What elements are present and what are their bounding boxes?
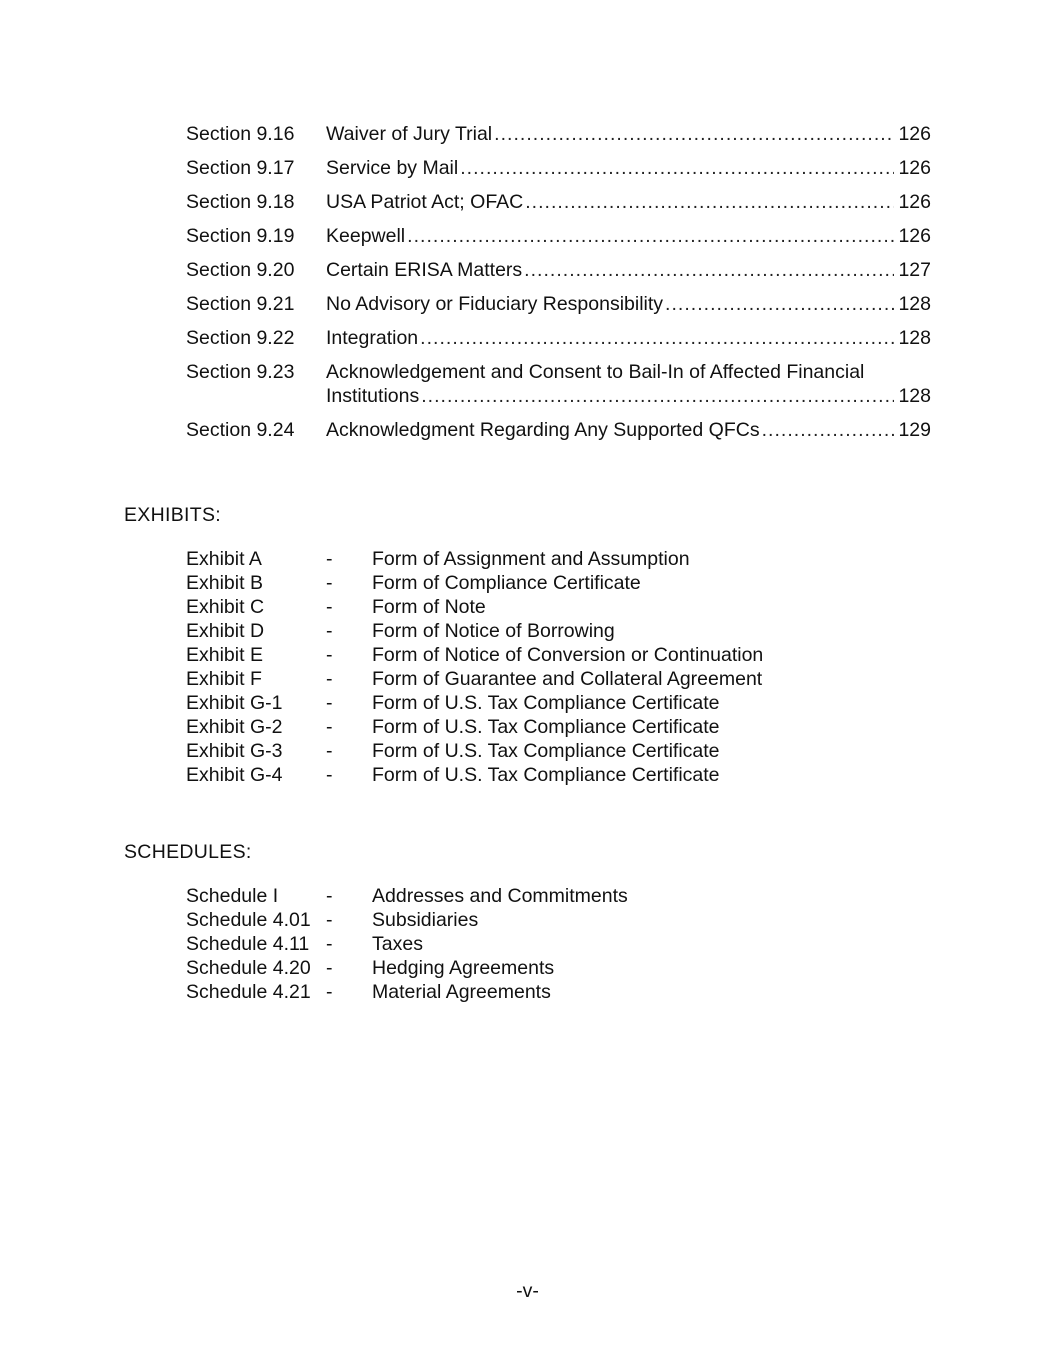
exhibit-description: Form of U.S. Tax Compliance Certificate (372, 692, 720, 714)
dash-separator: - (326, 933, 333, 955)
exhibit-description: Form of U.S. Tax Compliance Certificate (372, 716, 720, 738)
list-item[interactable] (186, 932, 886, 956)
exhibit-label: Exhibit G-2 (186, 716, 283, 738)
toc-page-number[interactable]: 128 (898, 385, 931, 407)
dash-separator: - (326, 740, 333, 762)
dash-separator: - (326, 548, 333, 570)
toc-section-title[interactable]: Keepwell (326, 225, 406, 247)
dash-separator: - (326, 885, 333, 907)
exhibit-description: Form of Assignment and Assumption (372, 548, 690, 570)
dash-separator: - (326, 764, 333, 786)
exhibit-label: Exhibit F (186, 668, 262, 690)
toc-section-list (186, 122, 931, 452)
toc-entry[interactable] (186, 418, 931, 442)
toc-section-number: Section 9.17 (186, 157, 295, 179)
toc-page-number[interactable]: 127 (898, 259, 931, 281)
toc-section-title[interactable]: Service by Mail (326, 157, 459, 179)
toc-section-number: Section 9.23 (186, 361, 295, 383)
schedule-description: Material Agreements (372, 981, 551, 1003)
dash-separator: - (326, 572, 333, 594)
exhibit-description: Form of Guarantee and Collateral Agreement (372, 668, 763, 690)
exhibit-label: Exhibit G-3 (186, 740, 283, 762)
toc-section-title[interactable]: Waiver of Jury Trial (326, 123, 493, 145)
toc-section-title[interactable]: Integration (326, 327, 419, 349)
toc-section-number: Section 9.22 (186, 327, 295, 349)
list-item[interactable] (186, 739, 886, 763)
toc-dot-leader (524, 258, 894, 282)
toc-entry[interactable] (186, 326, 931, 350)
list-item[interactable] (186, 691, 886, 715)
schedule-description: Hedging Agreements (372, 957, 555, 979)
exhibit-label: Exhibit D (186, 620, 265, 642)
toc-entry[interactable] (186, 360, 931, 408)
toc-dot-leader (460, 156, 894, 180)
toc-section-title[interactable]: USA Patriot Act; OFAC (326, 191, 524, 213)
dash-separator: - (326, 596, 333, 618)
list-item[interactable] (186, 619, 886, 643)
toc-dot-leader (420, 326, 894, 350)
dash-separator: - (326, 909, 333, 931)
exhibit-label: Exhibit C (186, 596, 265, 618)
schedule-label: Schedule 4.11 (186, 933, 310, 955)
toc-page-number[interactable]: 126 (898, 157, 931, 179)
exhibit-label: Exhibit G-1 (186, 692, 283, 714)
dash-separator: - (326, 644, 333, 666)
exhibit-description: Form of U.S. Tax Compliance Certificate (372, 764, 720, 786)
exhibits-list (186, 547, 886, 787)
toc-dot-leader (762, 418, 895, 442)
list-item[interactable] (186, 908, 886, 932)
dash-separator: - (326, 620, 333, 642)
toc-entry[interactable] (186, 224, 931, 248)
exhibit-description: Form of U.S. Tax Compliance Certificate (372, 740, 720, 762)
list-item[interactable] (186, 571, 886, 595)
toc-section-number: Section 9.21 (186, 293, 295, 315)
dash-separator: - (326, 716, 333, 738)
toc-section-title-line2[interactable]: Institutions (326, 385, 420, 407)
toc-section-title[interactable]: No Advisory or Fiduciary Responsibility (326, 293, 664, 315)
toc-page-number[interactable]: 129 (898, 419, 931, 441)
list-item[interactable] (186, 547, 886, 571)
page-number-footer: -v- (516, 1280, 539, 1302)
toc-page-number[interactable]: 128 (898, 327, 931, 349)
dash-separator: - (326, 668, 333, 690)
toc-page-number[interactable]: 126 (898, 123, 931, 145)
toc-dot-leader (421, 384, 894, 408)
exhibit-label: Exhibit A (186, 548, 262, 570)
toc-entry[interactable] (186, 122, 931, 146)
list-item[interactable] (186, 715, 886, 739)
list-item[interactable] (186, 667, 886, 691)
toc-section-number: Section 9.16 (186, 123, 295, 145)
list-item[interactable] (186, 980, 886, 1004)
schedule-description: Subsidiaries (372, 909, 479, 931)
toc-section-number: Section 9.24 (186, 419, 295, 441)
toc-section-number: Section 9.18 (186, 191, 295, 213)
schedules-list (186, 884, 886, 1004)
schedule-label: Schedule 4.20 (186, 957, 311, 979)
dash-separator: - (326, 957, 333, 979)
exhibit-description: Form of Notice of Borrowing (372, 620, 615, 642)
exhibit-label: Exhibit G-4 (186, 764, 283, 786)
dash-separator: - (326, 692, 333, 714)
exhibit-label: Exhibit E (186, 644, 263, 666)
toc-dot-leader (494, 122, 894, 146)
toc-dot-leader (665, 292, 894, 316)
exhibit-description: Form of Compliance Certificate (372, 572, 641, 594)
exhibit-label: Exhibit B (186, 572, 263, 594)
schedule-label: Schedule 4.01 (186, 909, 311, 931)
list-item[interactable] (186, 763, 886, 787)
schedules-heading: SCHEDULES: (124, 841, 252, 863)
toc-section-title[interactable]: Acknowledgment Regarding Any Supported QFCs (326, 419, 760, 441)
exhibit-description: Form of Note (372, 596, 486, 618)
toc-section-title-line1[interactable]: Acknowledgement and Consent to Bail-In of Affected Financial (326, 361, 865, 383)
toc-page-number[interactable]: 128 (898, 293, 931, 315)
toc-page-number[interactable]: 126 (898, 225, 931, 247)
toc-entry[interactable] (186, 292, 931, 316)
schedule-label: Schedule 4.21 (186, 981, 311, 1003)
list-item[interactable] (186, 595, 886, 619)
list-item[interactable] (186, 643, 886, 667)
schedule-description: Taxes (372, 933, 423, 955)
toc-entry[interactable] (186, 190, 931, 214)
schedule-label: Schedule I (186, 885, 279, 907)
toc-page-number[interactable]: 126 (898, 191, 931, 213)
toc-dot-leader (407, 224, 894, 248)
list-item[interactable] (186, 956, 886, 980)
toc-entry[interactable] (186, 258, 931, 282)
dash-separator: - (326, 981, 333, 1003)
toc-section-title[interactable]: Certain ERISA Matters (326, 259, 523, 281)
schedule-description: Addresses and Commitments (372, 885, 628, 907)
toc-dot-leader (525, 190, 894, 214)
exhibits-heading: EXHIBITS: (124, 504, 221, 526)
list-item[interactable] (186, 884, 886, 908)
toc-section-number: Section 9.20 (186, 259, 295, 281)
exhibit-description: Form of Notice of Conversion or Continuation (372, 644, 764, 666)
toc-section-number: Section 9.19 (186, 225, 295, 247)
toc-entry[interactable] (186, 156, 931, 180)
